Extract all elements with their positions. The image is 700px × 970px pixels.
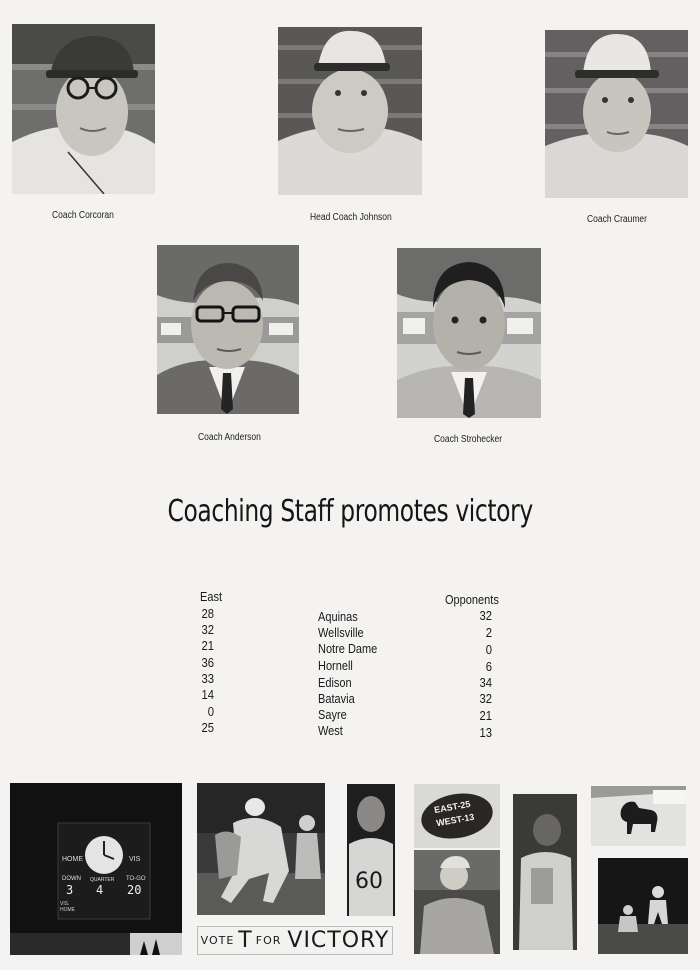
caption-head-coach-johnson: Head Coach Johnson — [310, 212, 392, 223]
vote-t-letter: T — [238, 928, 252, 953]
east-score: 21 — [201, 639, 214, 653]
football-east-score: EAST-25 — [433, 798, 472, 816]
caption-coach-strohecker: Coach Strohecker — [434, 434, 503, 445]
scoreboard-down-label: DOWN — [62, 876, 81, 882]
photo-coach-craumer — [545, 30, 688, 198]
scoreboard-vis-home-label: VIS. HOME — [60, 901, 75, 913]
opponent-score: 21 — [479, 709, 492, 723]
opponent-name: Batavia — [318, 692, 355, 706]
opponent-score: 32 — [479, 692, 492, 706]
vote-word: VOTE — [200, 934, 235, 947]
east-score: 0 — [207, 705, 214, 719]
opponent-name: Notre Dame — [318, 642, 378, 656]
vote-victory-word: VICTORY — [287, 928, 390, 953]
photo-coach-corcoran — [12, 24, 155, 194]
caption-coach-anderson: Coach Anderson — [198, 432, 261, 443]
opponent-name: Wellsville — [318, 626, 364, 640]
opponent-name: Sayre — [318, 708, 347, 722]
opponents-header: Opponents — [445, 593, 499, 607]
scoreboard-home-label: HOME — [62, 856, 83, 863]
photo-player-sideline — [513, 794, 577, 950]
opponent-score: 34 — [479, 676, 492, 690]
photo-coach-strohecker — [397, 248, 541, 418]
east-score: 25 — [201, 721, 214, 735]
east-header: East — [200, 590, 223, 604]
photo-player-sixty — [347, 784, 395, 916]
scoreboard-vis-label: VIS — [129, 856, 141, 863]
east-score: 28 — [201, 607, 214, 621]
opponent-name: West — [318, 724, 343, 738]
east-score: 14 — [201, 688, 214, 702]
scoreboard-down-value: 3 — [66, 883, 74, 897]
east-score: 36 — [201, 656, 214, 670]
opponent-name: Edison — [318, 676, 352, 690]
photo-head-coach-johnson — [278, 27, 422, 195]
scoreboard-to-go-label: TO-GO — [126, 876, 146, 882]
photo-football-score — [414, 784, 500, 848]
caption-coach-craumer: Coach Craumer — [587, 214, 648, 225]
opponent-score: 32 — [479, 609, 492, 623]
opponent-name: Aquinas — [318, 610, 358, 624]
jersey-number-text: 60 — [355, 869, 383, 894]
vote-for-word: FOR — [255, 934, 282, 947]
scoreboard-quarter-value: 4 — [96, 883, 104, 897]
photo-sideline-coach — [414, 850, 500, 954]
opponent-score: 13 — [479, 726, 492, 740]
opponent-score: 6 — [485, 660, 492, 674]
photo-coach-anderson — [157, 245, 299, 414]
opponent-score: 2 — [485, 626, 492, 640]
opponent-score: 0 — [485, 643, 492, 657]
photo-horse-mascot — [591, 786, 686, 846]
scoreboard-to-go-value: 20 — [127, 883, 142, 897]
east-score: 32 — [201, 623, 214, 637]
vote-t-for-victory-sign — [197, 926, 393, 955]
schedule-table — [200, 590, 500, 750]
opponent-name: Hornell — [318, 659, 353, 673]
football-west-score: WEST-13 — [435, 811, 476, 829]
caption-coach-corcoran: Coach Corcoran — [52, 210, 114, 221]
page-headline: Coaching Staff promotes victory — [167, 494, 533, 529]
photo-football-tackle — [197, 783, 325, 915]
photo-night-game — [598, 858, 688, 954]
east-score: 33 — [201, 672, 214, 686]
photo-scoreboard — [10, 783, 182, 955]
scoreboard-quarter-label: QUARTER — [90, 877, 115, 883]
